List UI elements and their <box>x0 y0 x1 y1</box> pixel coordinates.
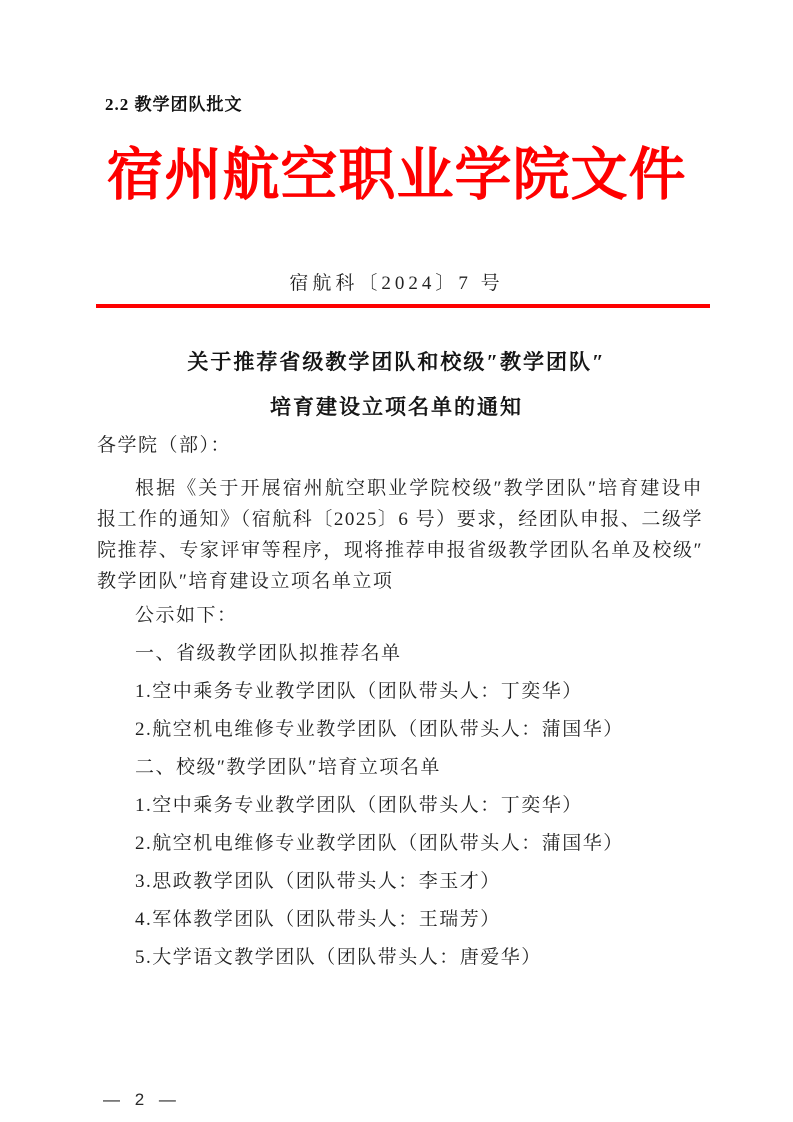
notice-title <box>0 340 793 430</box>
section-2-item-4: 4.军体教学团队（团队带头人：王瑞芳） <box>135 909 501 930</box>
section-2-item-3: 3.思政教学团队（团队带头人：李玉才） <box>135 871 501 892</box>
red-divider-rule <box>96 304 710 308</box>
notice-title-line2: 培育建设立项名单的通知 <box>270 395 523 419</box>
doc-number: 宿航科〔2024〕7 号 <box>289 273 504 294</box>
masthead-title: 宿州航空职业学院文件 <box>106 143 687 207</box>
page-number: — 2 — <box>103 1090 176 1109</box>
notice-title-line1: 关于推荐省级教学团队和校级″教学团队″ <box>187 350 606 374</box>
section-label: 2.2 教学团队批文 <box>105 95 243 114</box>
body-paragraph: 根据《关于开展宿州航空职业学院校级″教学团队″培育建设申报工作的通知》（宿航科〔2025〕6 号）要求，经团队申报、二级学院推荐、专家评审等程序，现将推荐申报省级教学团队名单及校级″教学团队″培育建设立项名单立项 <box>97 478 703 592</box>
publish-line: 公示如下： <box>135 605 238 626</box>
section-1-item-2: 2.航空机电维修专业教学团队（团队带头人：蒲国华） <box>135 719 624 740</box>
section-2-item-2: 2.航空机电维修专业教学团队（团队带头人：蒲国华） <box>135 833 624 854</box>
section-1-item-1: 1.空中乘务专业教学团队（团队带头人：丁奕华） <box>135 681 583 702</box>
section-2-item-1: 1.空中乘务专业教学团队（团队带头人：丁奕华） <box>135 795 583 816</box>
section-2-heading: 二、校级″教学团队″培育立项名单 <box>135 757 441 778</box>
salutation: 各学院（部）： <box>97 435 232 456</box>
section-1-heading: 一、省级教学团队拟推荐名单 <box>135 643 402 664</box>
section-2-item-5: 5.大学语文教学团队（团队带头人：唐爱华） <box>135 947 542 968</box>
document-body <box>97 430 703 977</box>
